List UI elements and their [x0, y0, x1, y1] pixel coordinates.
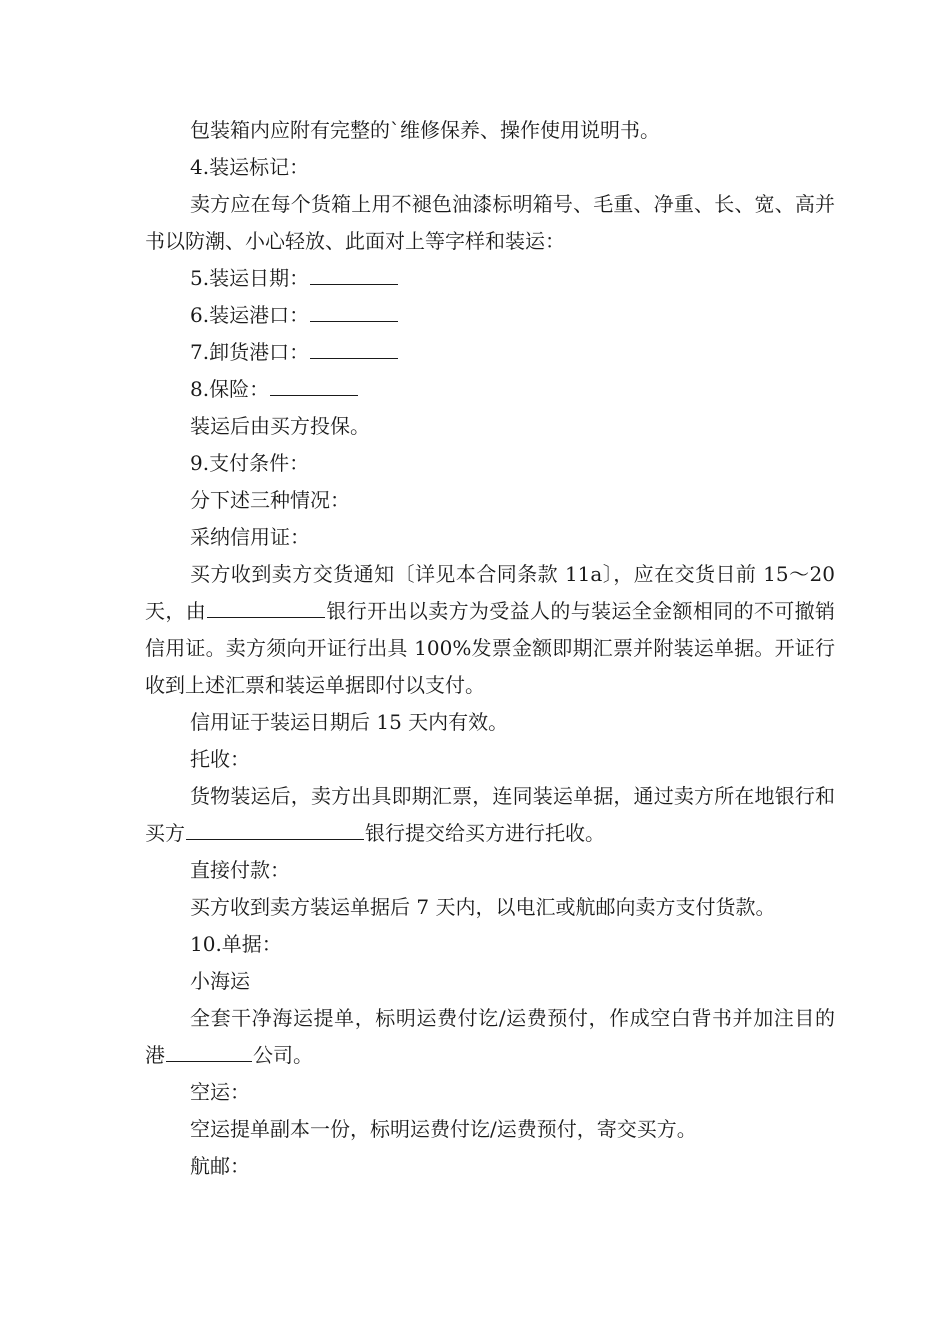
- paragraph-three-cases: 分下述三种情况：: [190, 488, 350, 512]
- paragraph-collection: [145, 778, 835, 852]
- heading-documents: 10.单据：: [190, 932, 282, 956]
- buyer-bank-blank: [186, 817, 364, 840]
- sea-text-after: 公司。: [253, 1043, 313, 1067]
- lc-text-after: 银行开出以卖方为受益人的与装运全金额相同的不可撤销信用证。卖方须向开证行出具 100%发票金额即期汇票并附装运单据。开证行收到上述汇票和装运单据即付以支付。: [145, 599, 836, 697]
- unloading-port-blank: [310, 336, 398, 359]
- paragraph-shipping-marks: 卖方应在每个货箱上用不褪色油漆标明箱号、毛重、净重、长、宽、高并书以防潮、小心轻放、此面对上等字样和装运：: [145, 192, 835, 253]
- field-insurance: [145, 371, 835, 408]
- subheading-air-mail: 航邮：: [190, 1154, 250, 1178]
- sea-text-before: 全套干净海运提单，标明运费付讫/运费预付，作成空白背书并加注目的港: [145, 1006, 835, 1067]
- field-shipping-port-label: 6.装运港口：: [190, 303, 310, 327]
- shipping-date-blank: [310, 262, 398, 285]
- heading-payment-terms: 9.支付条件：: [190, 451, 310, 475]
- collection-text-before: 货物装运后，卖方出具即期汇票，连同装运单据，通过卖方所在地银行和买方: [145, 784, 835, 845]
- subheading-air-freight: 空运：: [190, 1080, 250, 1104]
- paragraph-manual-note: 包装箱内应附有完整的`维修保养、操作使用说明书。: [190, 118, 660, 142]
- heading-collection: 托收：: [190, 747, 250, 771]
- field-unloading-port: [145, 334, 835, 371]
- field-shipping-date-label: 5.装运日期：: [190, 266, 310, 290]
- lc-text-before: 买方收到卖方交货通知〔详见本合同条款 11a〕，应在交货日前 15～20 天，由: [145, 562, 835, 623]
- document-body: [145, 112, 835, 1185]
- paragraph-direct-payment: 买方收到卖方装运单据后 7 天内，以电汇或航邮向卖方支付货款。: [190, 895, 776, 919]
- subheading-sea-freight: 小海运: [190, 969, 250, 993]
- heading-shipping-marks: 4.装运标记：: [190, 155, 310, 179]
- shipping-port-blank: [310, 299, 398, 322]
- insurance-blank: [270, 373, 358, 396]
- paragraph-letter-of-credit: [145, 556, 835, 704]
- heading-direct-payment: 直接付款：: [190, 858, 290, 882]
- collection-text-after: 银行提交给买方进行托收。: [365, 821, 605, 845]
- paragraph-lc-validity: 信用证于装运日期后 15 天内有效。: [190, 710, 509, 734]
- field-unloading-port-label: 7.卸货港口：: [190, 340, 310, 364]
- paragraph-sea-freight: [145, 1000, 835, 1074]
- heading-letter-of-credit: 采纳信用证：: [190, 525, 310, 549]
- paragraph-insurance-note: 装运后由买方投保。: [190, 414, 370, 438]
- issuing-bank-blank: [207, 595, 325, 618]
- field-shipping-date: [145, 260, 835, 297]
- field-insurance-label: 8.保险：: [190, 377, 270, 401]
- destination-port-blank: [166, 1039, 252, 1062]
- paragraph-air-freight: 空运提单副本一份，标明运费付讫/运费预付，寄交买方。: [190, 1117, 697, 1141]
- field-shipping-port: [145, 297, 835, 334]
